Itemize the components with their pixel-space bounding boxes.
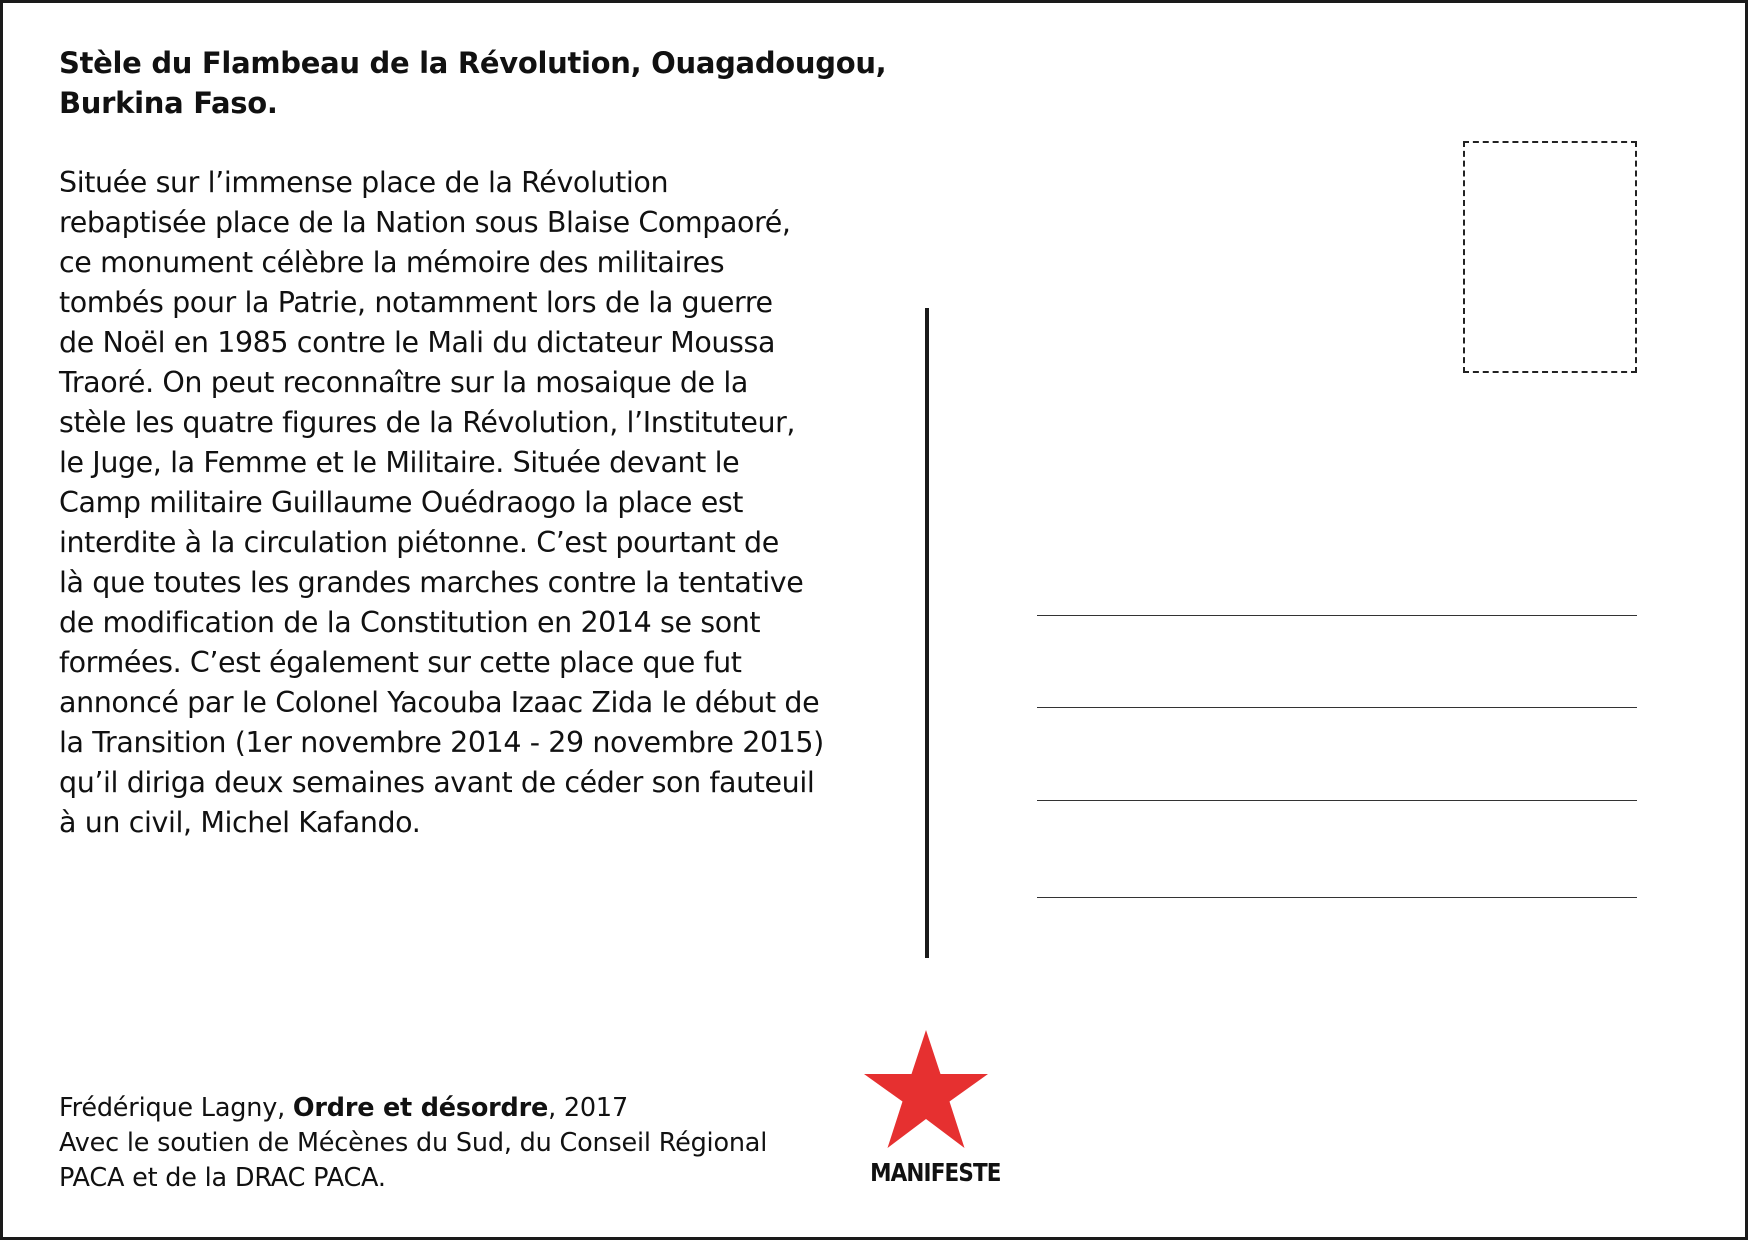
address-line xyxy=(1037,800,1637,801)
description-text xyxy=(59,163,919,843)
vertical-divider xyxy=(925,308,929,958)
support-line: Avec le soutien de Mécènes du Sud, du Conseil Régional xyxy=(59,1128,768,1158)
body-line: là que toutes les grandes marches contre la tentative xyxy=(59,566,804,599)
address-line xyxy=(1037,897,1637,898)
stamp-placeholder xyxy=(1463,141,1637,373)
body-line: à un civil, Michel Kafando. xyxy=(59,806,421,839)
body-line: la Transition (1er novembre 2014 - 29 novembre 2015) xyxy=(59,726,824,759)
logo-text: MANIFESTE xyxy=(870,1158,1001,1187)
body-line: Camp militaire Guillaume Ouédraogo la place est xyxy=(59,486,744,519)
title-line: Stèle du Flambeau de la Révolution, Ouagadougou, xyxy=(59,46,887,80)
title-line: Burkina Faso. xyxy=(59,86,278,120)
body-line: stèle les quatre figures de la Révolution, l’Instituteur, xyxy=(59,406,796,439)
body-line: Traoré. On peut reconnaître sur la mosaique de la xyxy=(59,366,748,399)
credits xyxy=(59,1091,859,1196)
body-line: annoncé par le Colonel Yacouba Izaac Zida le début de xyxy=(59,686,820,719)
card-title xyxy=(59,43,919,123)
body-line: Située sur l’immense place de la Révolution xyxy=(59,166,669,199)
body-line: qu’il diriga deux semaines avant de céder son fauteuil xyxy=(59,766,815,799)
address-line xyxy=(1037,615,1637,616)
work-year: , 2017 xyxy=(548,1093,628,1123)
body-line: de Noël en 1985 contre le Mali du dictateur Moussa xyxy=(59,326,776,359)
body-line: interdite à la circulation piétonne. C’est pourtant de xyxy=(59,526,779,559)
manifeste-logo xyxy=(861,1028,1001,1193)
body-line: formées. C’est également sur cette place que fut xyxy=(59,646,742,679)
support-line: PACA et de la DRAC PACA. xyxy=(59,1163,386,1193)
address-line xyxy=(1037,707,1637,708)
body-line: ce monument célèbre la mémoire des militaires xyxy=(59,246,725,279)
red-star-icon xyxy=(861,1028,991,1156)
work-title: Ordre et désordre xyxy=(292,1093,549,1123)
body-line: tombés pour la Patrie, notamment lors de la guerre xyxy=(59,286,773,319)
body-line: rebaptisée place de la Nation sous Blaise Compaoré, xyxy=(59,206,791,239)
body-line: de modification de la Constitution en 2014 se sont xyxy=(59,606,761,639)
body-line: le Juge, la Femme et le Militaire. Située devant le xyxy=(59,446,740,479)
credits-author-line xyxy=(59,1091,859,1126)
author-name: Frédérique Lagny, xyxy=(59,1093,293,1123)
